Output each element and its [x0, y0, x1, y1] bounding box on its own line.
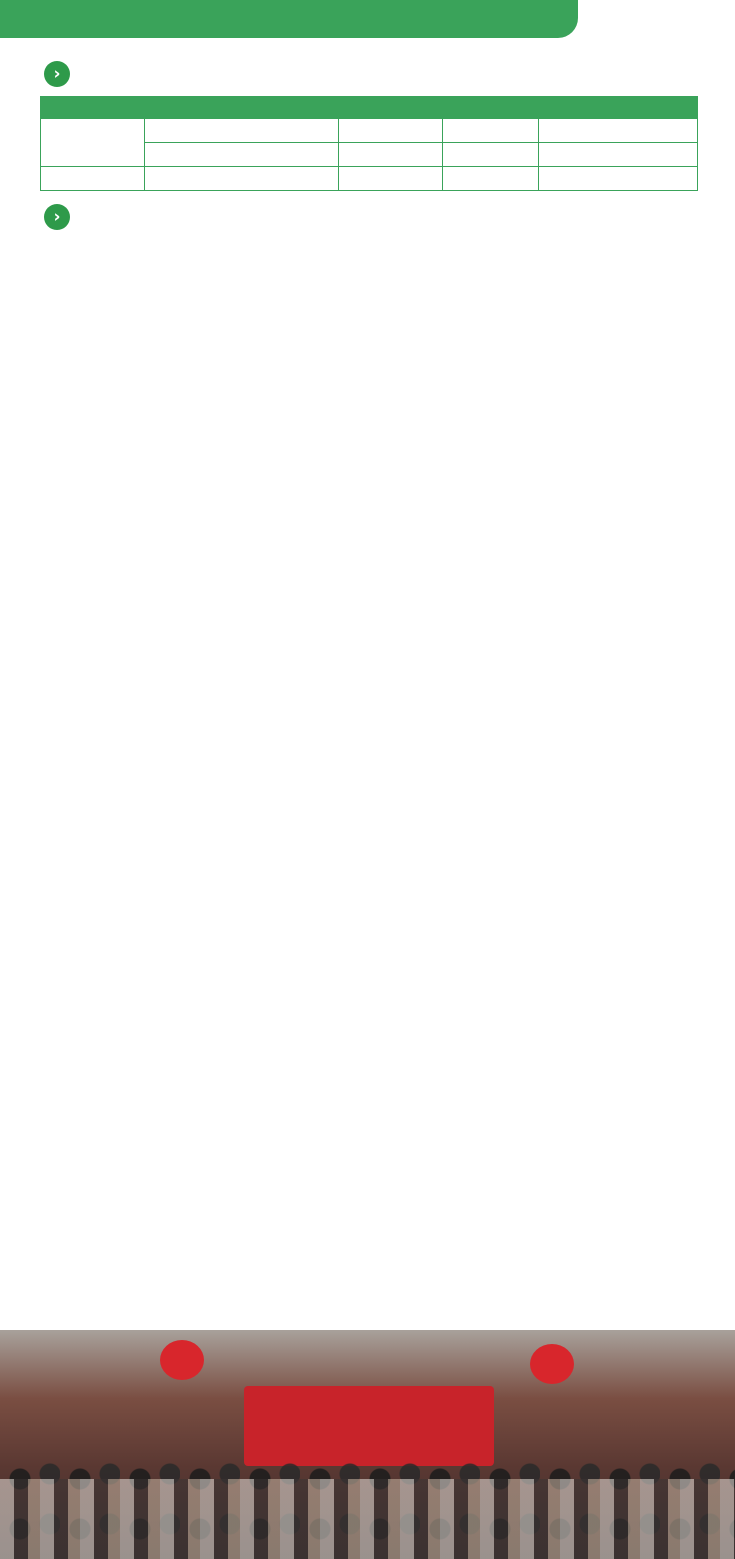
- chevron-right-icon: ›: [44, 61, 70, 87]
- lantern-icon: [160, 1340, 204, 1380]
- chevron-right-icon: ›: [44, 204, 70, 230]
- exam-subjects-heading: [0, 56, 735, 92]
- table-header-row: [41, 97, 698, 119]
- top-green-band: [0, 0, 578, 38]
- cell-subject: [539, 167, 698, 191]
- policy-heading: [0, 199, 735, 235]
- cell-category: [145, 167, 339, 191]
- cell-subject: [443, 143, 539, 167]
- cell-subject: [339, 119, 443, 143]
- header-subjects: [339, 97, 698, 119]
- banner-line-2: [244, 1404, 494, 1408]
- cell-level: [41, 167, 145, 191]
- cell-subject: [443, 119, 539, 143]
- lantern-icon: [530, 1344, 574, 1384]
- cell-category: [145, 143, 339, 167]
- header-level: [41, 97, 145, 119]
- banner-line-1: [244, 1386, 494, 1404]
- cell-subject: [443, 167, 539, 191]
- table-row: [41, 167, 698, 191]
- header-category: [145, 97, 339, 119]
- cell-subject: [539, 119, 698, 143]
- exam-subjects-table: [40, 96, 698, 191]
- cell-subject: [339, 167, 443, 191]
- cell-subject: [339, 143, 443, 167]
- cell-category: [145, 119, 339, 143]
- table-row: [41, 119, 698, 143]
- cell-subject: [539, 143, 698, 167]
- cell-level: [41, 119, 145, 167]
- crowd-front: [0, 1479, 735, 1559]
- document-body: [0, 52, 735, 235]
- group-photo: [0, 1330, 735, 1559]
